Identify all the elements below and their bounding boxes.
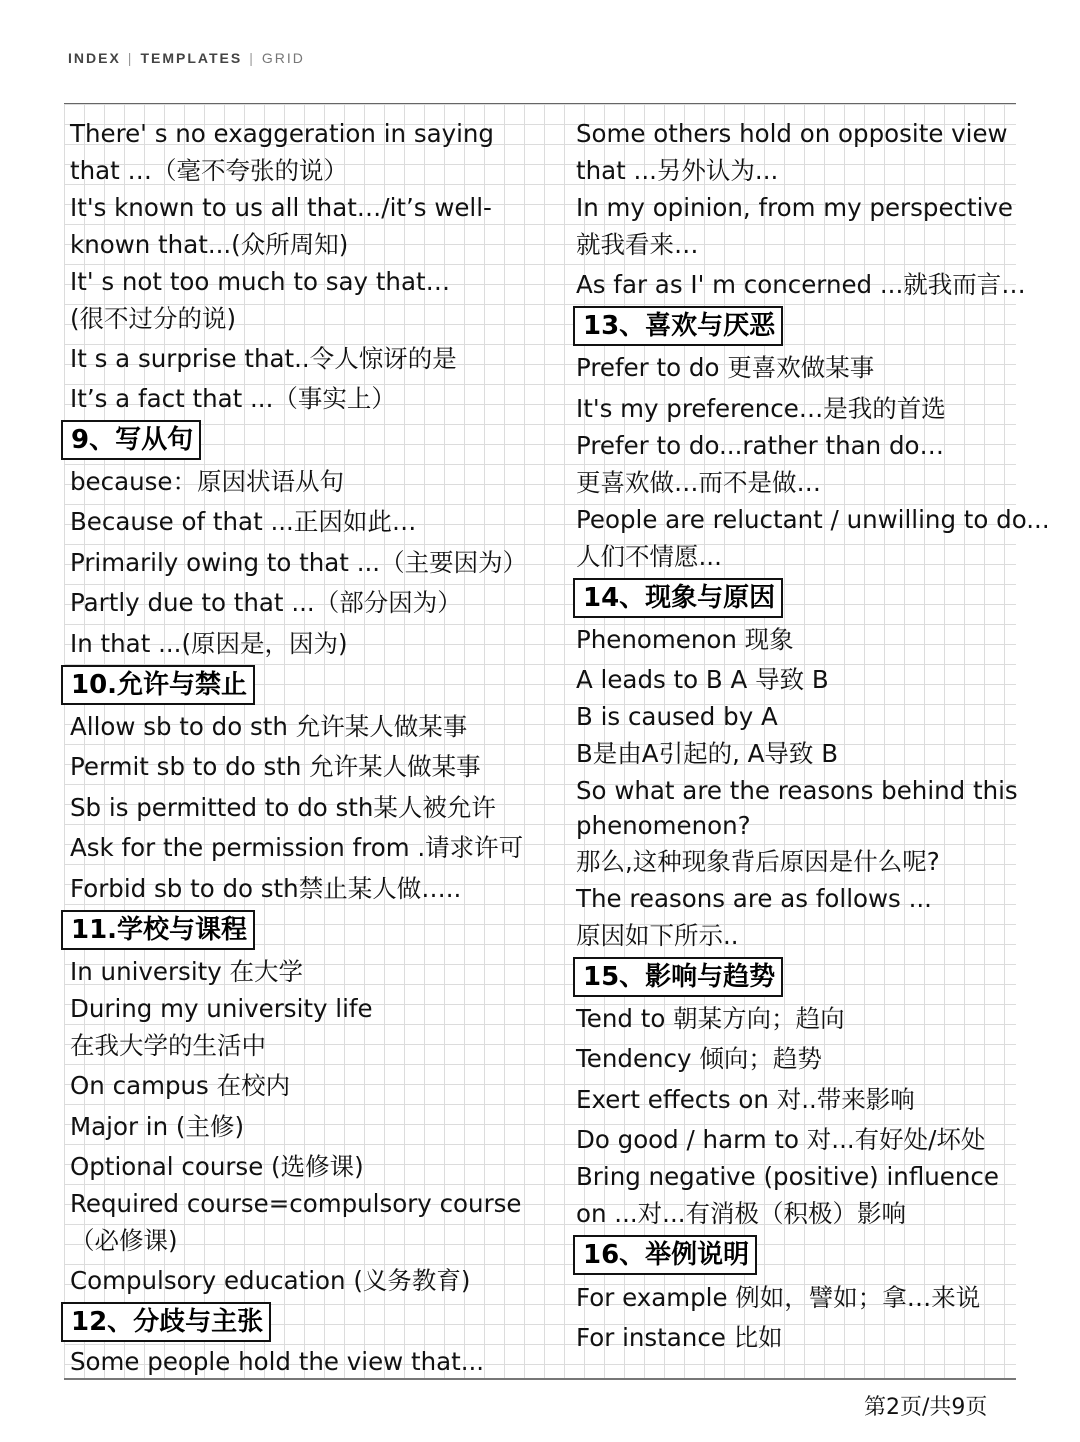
phrase-line: on ...对...有消极（积极）影响 [576,1199,907,1228]
header-separator: | [249,50,255,66]
phrase-line: It' s not too much to say that… [70,267,451,296]
breadcrumb-header [68,50,305,66]
phrase-line: For example 例如，譬如；拿…来说 [576,1283,981,1312]
page-number: 第2页/共9页 [864,1395,988,1420]
phrase-line: Bring negative (positive) influence [576,1162,999,1191]
phrase-line: Some others hold on opposite view [576,119,1008,148]
phrase-line: Prefer to do...rather than do… [576,431,945,460]
phrase-line: During my university life [70,994,373,1023]
phrase-line: On campus 在校内 [70,1071,291,1100]
phrase-line: 更喜欢做…而不是做… [576,468,821,497]
phrase-line: Permit sb to do sth 允许某人做某事 [70,752,481,781]
phrase-line: It's my preference…是我的首选 [576,394,946,423]
phrase-line: Prefer to do 更喜欢做某事 [576,353,875,382]
phrase-line: Tendency 倾向；趋势 [576,1044,822,1073]
section-heading: 16、举例说明 [573,1235,757,1275]
phrase-line: For instance 比如 [576,1323,783,1352]
phrase-line: phenomenon? [576,811,751,840]
phrase-line: because：原因状语从句 [70,467,344,496]
phrase-line: Primarily owing to that ...（主要因为） [70,548,528,577]
phrase-line: Tend to 朝某方向；趋向 [576,1004,845,1033]
phrase-line: Compulsory education (义务教育) [70,1266,471,1295]
phrase-line: Because of that ...正因如此… [70,507,417,536]
phrase-line: B is caused by A [576,702,778,731]
phrase-line: known that...(众所周知) [70,230,349,259]
phrase-line: In that ...(原因是，因为) [70,629,348,658]
phrase-line: Major in (主修) [70,1112,245,1141]
phrase-line: Phenomenon 现象 [576,625,794,654]
phrase-line: that ...另外认为... [576,156,779,185]
section-heading: 13、喜欢与厌恶 [573,306,783,346]
top-rule [64,103,1016,104]
phrase-line: （必修课) [70,1226,178,1255]
phrase-line: Allow sb to do sth 允许某人做某事 [70,712,468,741]
header-templates: TEMPLATES [140,50,243,66]
phrase-line: (很不过分的说) [70,304,237,333]
phrase-line: It s a surprise that..令人惊讶的是 [70,344,457,373]
phrase-line: Optional course (选修课) [70,1152,364,1181]
phrase-line: People are reluctant / unwilling to do... [576,505,1050,534]
phrase-line: Do good / harm to 对...有好处/坏处 [576,1125,986,1154]
phrase-line: There' s no exaggeration in saying [70,119,494,148]
section-heading: 12、分歧与主张 [61,1302,271,1342]
phrase-line: As far as I' m concerned ...就我而言… [576,270,1026,299]
phrase-line: Required course=compulsory course [70,1189,522,1218]
header-grid: GRID [261,50,305,66]
phrase-line: The reasons are as follows ... [576,884,932,913]
phrase-line: Ask for the permission from .请求许可 [70,833,524,862]
section-heading: 15、影响与趋势 [573,957,783,997]
phrase-line: that …（毫不夸张的说） [70,156,349,185]
phrase-line: B是由A引起的, A导致 B [576,739,838,768]
phrase-line: In my opinion, from my perspective [576,193,1013,222]
section-heading: 11.学校与课程 [61,910,255,950]
phrase-line: Partly due to that ...（部分因为） [70,588,462,617]
phrase-line: Sb is permitted to do sth某人被允许 [70,793,496,822]
phrase-line: Forbid sb to do sth禁止某人做….. [70,874,462,903]
phrase-line: 那么,这种现象背后原因是什么呢? [576,847,940,876]
phrase-line: 人们不情愿... [576,542,722,571]
phrase-line: It’s a fact that ...（事实上） [70,384,396,413]
section-heading: 14、现象与原因 [573,578,783,618]
phrase-line: A leads to B A 导致 B [576,665,829,694]
phrase-line: 在我大学的生活中 [70,1031,266,1060]
section-heading: 10.允许与禁止 [61,665,255,705]
phrase-line: Some people hold the view that... [70,1347,485,1376]
phrase-line: 就我看来… [576,230,699,259]
header-separator: | [127,50,134,66]
phrase-line: It's known to us all that…/it’s well- [70,193,492,222]
phrase-line: 原因如下所示.. [576,921,739,950]
phrase-line: Exert effects on 对..带来影响 [576,1085,915,1114]
section-heading: 9、写从句 [61,420,201,460]
header-index: INDEX [68,50,121,66]
phrase-line: So what are the reasons behind this [576,776,1018,805]
phrase-line: In university 在大学 [70,957,304,986]
